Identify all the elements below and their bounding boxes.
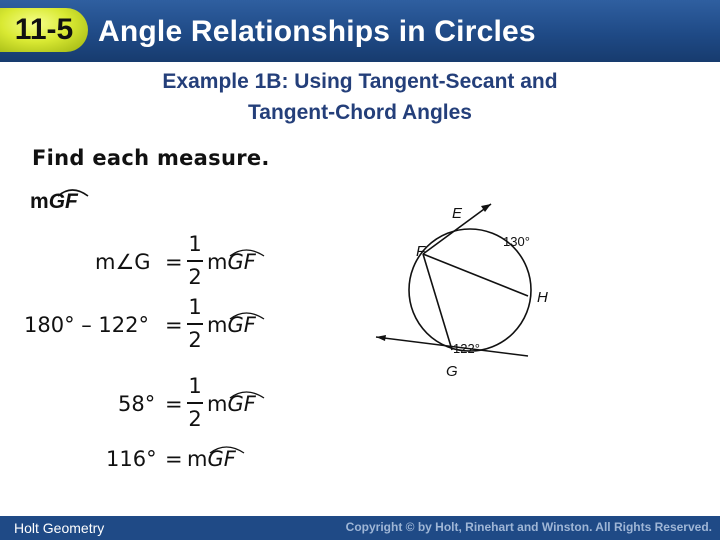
eq1-fraction-bar xyxy=(187,260,203,262)
eq2-denominator: 2 xyxy=(188,328,202,352)
label-e: E xyxy=(452,205,463,222)
eq1-equals: = xyxy=(165,250,183,274)
eq3-numerator: 1 xyxy=(188,374,202,398)
eq2-fraction-bar xyxy=(187,323,203,325)
eq3-arc: GF xyxy=(227,392,256,416)
target-arc: GF xyxy=(48,190,78,213)
chord-fh xyxy=(423,254,528,296)
eq2-m: m xyxy=(207,313,228,337)
angle-130-label: 130° xyxy=(503,234,530,249)
angle-122-label: 122° xyxy=(453,341,480,356)
eq3-equals: = xyxy=(165,392,183,416)
eq4-rhs xyxy=(187,447,236,471)
footer-publisher: Holt Geometry xyxy=(14,520,105,536)
eq3-denominator: 2 xyxy=(188,407,202,431)
header-bar xyxy=(0,0,720,62)
tangent-arrowhead xyxy=(376,335,386,341)
eq4-lhs: 116° xyxy=(106,447,157,471)
eq3-m: m xyxy=(207,392,228,416)
eq1-rhs xyxy=(207,250,256,274)
footer-bar xyxy=(0,516,720,540)
label-f: F xyxy=(416,243,426,260)
eq4-m: m xyxy=(187,447,208,471)
eq1-numerator: 1 xyxy=(188,232,202,256)
eq3-fraction-bar xyxy=(187,402,203,404)
eq4-arc: GF xyxy=(207,447,236,471)
eq1-lhs: m∠G xyxy=(95,250,151,274)
eq3-rhs xyxy=(207,392,256,416)
example-title-line1: Example 1B: Using Tangent-Secant and xyxy=(162,70,558,93)
label-h: H xyxy=(537,289,548,306)
eq1-m: m xyxy=(207,250,228,274)
target-measure xyxy=(30,190,78,214)
eq3-lhs: 58° xyxy=(118,392,156,416)
eq2-numerator: 1 xyxy=(188,295,202,319)
label-g: G xyxy=(446,363,458,380)
eq4-equals: = xyxy=(165,447,183,471)
target-m: m xyxy=(30,190,49,213)
chord-fg xyxy=(423,254,452,350)
eq2-rhs xyxy=(207,313,256,337)
eq1-arc: GF xyxy=(227,250,256,274)
lesson-number: 11-5 xyxy=(0,8,88,52)
find-prompt: Find each measure. xyxy=(32,146,270,170)
footer-copyright: Copyright © by Holt, Rinehart and Winston. All Rights Reserved. xyxy=(345,520,712,534)
lesson-title: Angle Relationships in Circles xyxy=(98,15,536,48)
eq2-lhs: 180° – 122° xyxy=(24,313,150,337)
example-title-line2: Tangent-Chord Angles xyxy=(248,101,472,124)
eq1-denominator: 2 xyxy=(188,265,202,289)
circle-figure xyxy=(360,190,580,390)
eq2-arc: GF xyxy=(227,313,256,337)
eq2-equals: = xyxy=(165,313,183,337)
